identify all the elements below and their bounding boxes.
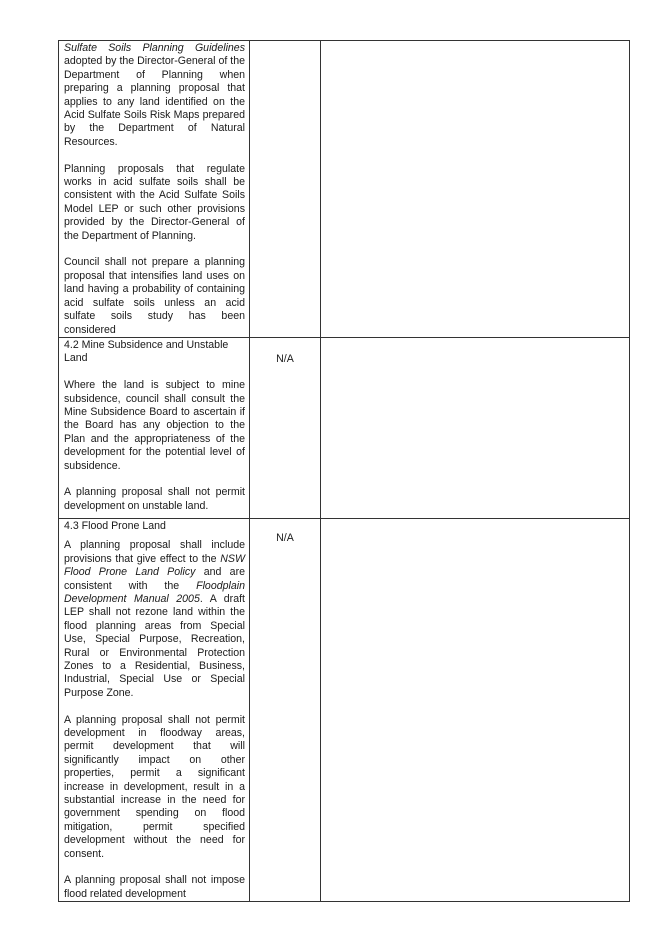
requirement-paragraph: Sulfate Soils Planning Guidelines adopted by the Director-General of the Department of Planning when preparing a planning proposal that applies to any land identified on the Acid Sulfate Soils Risk Maps prepared by the Department of Natural Resources.	[64, 42, 245, 148]
comment-cell	[321, 337, 630, 518]
comment-cell	[321, 518, 630, 901]
status-value: N/A	[276, 352, 294, 365]
table-row	[59, 518, 630, 901]
requirement-paragraph: Where the land is subject to mine subsidence, council shall consult the Mine Subsidence Board to ascertain if the Board has any objection to the Plan and the appropriateness of the development for the potential level of subsidence.	[64, 379, 245, 472]
policy-title: NSW Flood Prone Land Policy	[64, 552, 245, 579]
section-heading: 4.3 Flood Prone Land	[64, 519, 166, 532]
table-row	[59, 41, 630, 338]
planning-consistency-table	[58, 40, 630, 902]
requirement-paragraph: Planning proposals that regulate works in acid sulfate soils shall be consistent with the Acid Sulfate Soils Model LEP or such other provisions provided by the Director-General of the Department of Planning.	[64, 162, 245, 242]
requirement-paragraph: Council shall not prepare a planning proposal that intensifies land uses on land having a probability of containing acid sulfate soils unless an acid sulfate soils study has been considered	[64, 256, 245, 336]
requirement-paragraph: A planning proposal shall not permit development on unstable land.	[64, 486, 245, 512]
status-cell	[250, 518, 321, 901]
manual-title: Floodplain Development Manual 2005	[64, 579, 245, 605]
requirement-paragraph: A planning proposal shall not permit development in floodway areas, permit development that will significantly impact on other properties, permit a significant increase in development, result in a substantial increase in the need for government spending on flood mitigation, permit specified development without the need for consent.	[64, 713, 245, 860]
table-row	[59, 337, 630, 518]
comment-cell	[321, 41, 630, 338]
requirement-paragraph: A planning proposal shall include provisions that give effect to the NSW Flood Prone Land Policy and are consistent with the Floodplain Development Manual 2005. A draft LEP shall not rezone land within the flood planning areas from Special Use, Special Purpose, Recreation, Rural or Environmental Protection Zones to a Residential, Business, Industrial, Special Use or Special Purpose Zone.	[64, 539, 245, 699]
requirement-cell	[59, 337, 250, 518]
section-heading: 4.2 Mine Subsidence and Unstable Land	[64, 338, 229, 365]
requirement-cell	[59, 518, 250, 901]
status-cell	[250, 41, 321, 338]
requirement-cell	[59, 41, 250, 338]
status-value: N/A	[276, 531, 294, 544]
requirement-paragraph: A planning proposal shall not impose flood related development	[64, 874, 245, 900]
guideline-title: Sulfate Soils Planning Guidelines	[64, 42, 245, 54]
status-cell	[250, 337, 321, 518]
